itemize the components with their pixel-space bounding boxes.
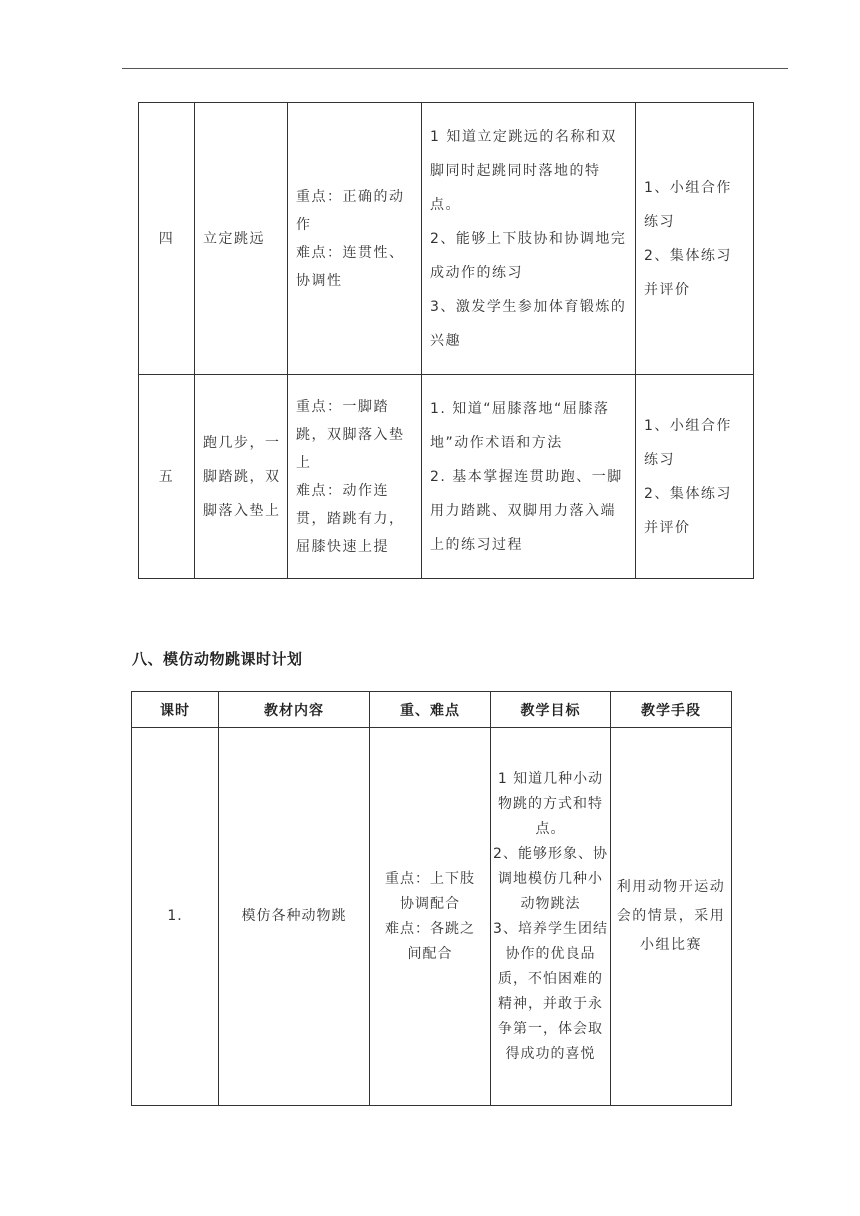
header-rule	[122, 68, 788, 69]
means-item: 1、小组合作练习	[644, 417, 732, 468]
goal-item: 3、培养学生团结协作的优良品质，不怕困难的精神，并敢于永争第一，体会取得成功的喜悦	[493, 920, 608, 1062]
lesson-key-points	[288, 103, 422, 375]
key-point: 重点：上下肢协调配合	[385, 870, 475, 912]
goal-item: 1 知道几种小动物跳的方式和特点。	[497, 770, 604, 837]
lesson-goals	[422, 375, 636, 579]
lesson-content: 模仿各种动物跳	[219, 728, 370, 1106]
lesson-content: 跑几步，一脚踏跳，双脚落入垫上	[195, 375, 288, 579]
means-item: 2、集体练习并评价	[644, 485, 732, 536]
table-row	[139, 103, 754, 375]
lesson-means	[636, 375, 754, 579]
means-item: 1、小组合作练习	[644, 179, 732, 230]
difficult-point: 难点：连贯性、协调性	[296, 244, 405, 289]
lesson-number: 四	[139, 103, 195, 375]
lesson-goals	[422, 103, 636, 375]
header-goals: 教学目标	[491, 692, 611, 728]
table-row	[139, 375, 754, 579]
lesson-key-points	[288, 375, 422, 579]
lesson-goals	[491, 728, 611, 1106]
difficult-point: 难点：各跳之间配合	[385, 920, 475, 962]
goal-item: 3、激发学生参加体育锻炼的兴趣	[430, 298, 627, 349]
key-point: 重点：正确的动作	[296, 188, 405, 233]
goal-item: 1 知道立定跳远的名称和双脚同时起跳同时落地的特点。	[430, 128, 617, 213]
key-point: 重点：一脚踏跳，双脚落入垫上	[296, 398, 405, 471]
section-title: 八、模仿动物跳课时计划	[132, 650, 303, 668]
header-lesson: 课时	[132, 692, 219, 728]
goal-item: 2、能够上下肢协和协调地完成动作的练习	[430, 230, 627, 281]
lesson-content: 立定跳远	[195, 103, 288, 375]
header-means: 教学手段	[611, 692, 732, 728]
goal-item: 1. 知道“屈膝落地“屈膝落地”动作术语和方法	[430, 400, 610, 451]
animal-jump-lesson-table	[131, 691, 732, 1106]
table-header-row	[132, 692, 732, 728]
lesson-key-points	[370, 728, 491, 1106]
header-key-points: 重、难点	[370, 692, 491, 728]
lesson-number: 1.	[132, 728, 219, 1106]
table-row	[132, 728, 732, 1106]
lesson-number: 五	[139, 375, 195, 579]
difficult-point: 难点：动作连贯，踏跳有力，屈膝快速上提	[296, 482, 405, 555]
lesson-table-continued	[138, 102, 754, 579]
goal-item: 2、能够形象、协调地模仿几种小动物跳法	[493, 845, 608, 912]
goal-item: 2. 基本掌握连贯助跑、一脚用力踏跳、双脚用力落入端上的练习过程	[430, 468, 623, 553]
lesson-means: 利用动物开运动会的情景，采用小组比赛	[611, 728, 732, 1106]
means-item: 2、集体练习并评价	[644, 247, 732, 298]
header-content: 教材内容	[219, 692, 370, 728]
lesson-means	[636, 103, 754, 375]
